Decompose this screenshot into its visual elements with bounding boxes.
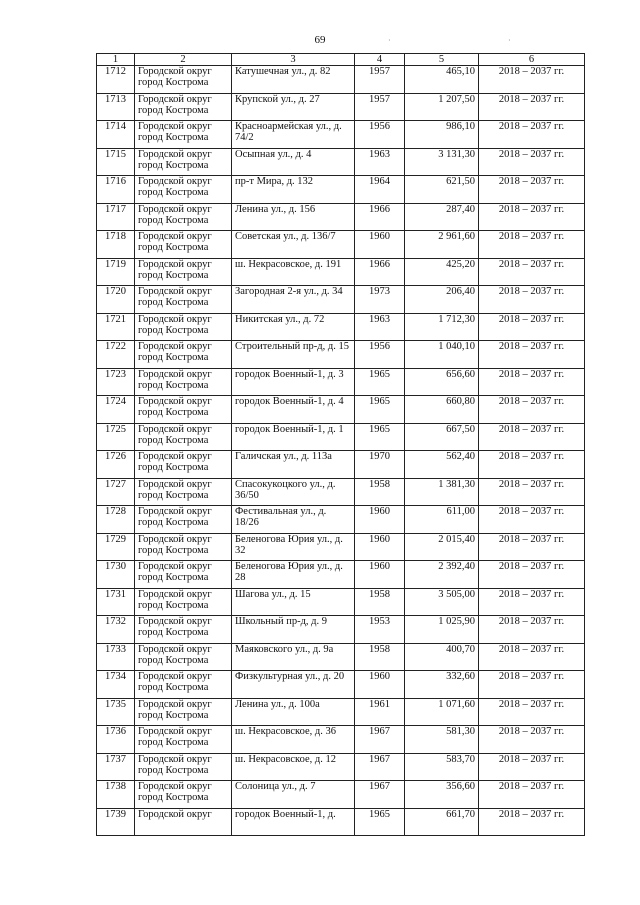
period-cell: 2018 – 2037 гг. (479, 478, 585, 506)
year-cell: 1961 (355, 698, 405, 726)
district-cell: Городской округ город Кострома (135, 176, 232, 204)
period-cell: 2018 – 2037 гг. (479, 781, 585, 809)
period-cell: 2018 – 2037 гг. (479, 506, 585, 534)
column-header: 1 (97, 54, 135, 66)
row-number: 1725 (97, 423, 135, 451)
address-cell: Беленогова Юрия ул., д. 32 (232, 533, 355, 561)
district-cell: Городской округ город Кострома (135, 203, 232, 231)
row-number: 1736 (97, 726, 135, 754)
area-cell: 400,70 (405, 643, 479, 671)
period-cell: 2018 – 2037 гг. (479, 616, 585, 644)
area-cell: 611,00 (405, 506, 479, 534)
year-cell: 1958 (355, 478, 405, 506)
column-header: 3 (232, 54, 355, 66)
area-cell: 660,80 (405, 396, 479, 424)
row-number: 1715 (97, 148, 135, 176)
table-row (97, 753, 585, 781)
scan-speck: · (388, 36, 391, 45)
year-cell: 1960 (355, 231, 405, 259)
column-header: 2 (135, 54, 232, 66)
row-number: 1731 (97, 588, 135, 616)
year-cell: 1958 (355, 588, 405, 616)
year-cell: 1965 (355, 423, 405, 451)
period-cell: 2018 – 2037 гг. (479, 808, 585, 836)
row-number: 1726 (97, 451, 135, 479)
period-cell: 2018 – 2037 гг. (479, 698, 585, 726)
area-cell: 2 015,40 (405, 533, 479, 561)
address-cell: Красноармейская ул., д. 74/2 (232, 121, 355, 149)
table-row (97, 616, 585, 644)
address-cell: ш. Некрасовское, д. 12 (232, 753, 355, 781)
row-number: 1733 (97, 643, 135, 671)
year-cell: 1973 (355, 286, 405, 314)
table-row (97, 148, 585, 176)
period-cell: 2018 – 2037 гг. (479, 396, 585, 424)
address-cell: Фестивальная ул., д. 18/26 (232, 506, 355, 534)
year-cell: 1970 (355, 451, 405, 479)
address-cell: ш. Некрасовское, д. 191 (232, 258, 355, 286)
row-number: 1722 (97, 341, 135, 369)
row-number: 1723 (97, 368, 135, 396)
district-cell: Городской округ город Кострома (135, 671, 232, 699)
period-cell: 2018 – 2037 гг. (479, 313, 585, 341)
district-cell: Городской округ город Кострома (135, 533, 232, 561)
table-row (97, 176, 585, 204)
area-cell: 583,70 (405, 753, 479, 781)
address-cell: городок Военный-1, д. (232, 808, 355, 836)
district-cell: Городской округ город Кострома (135, 121, 232, 149)
district-cell: Городской округ город Кострома (135, 726, 232, 754)
area-cell: 562,40 (405, 451, 479, 479)
address-cell: ш. Некрасовское, д. 36 (232, 726, 355, 754)
area-cell: 356,60 (405, 781, 479, 809)
address-cell: городок Военный-1, д. 1 (232, 423, 355, 451)
housing-registry-table (96, 53, 585, 836)
year-cell: 1966 (355, 258, 405, 286)
period-cell: 2018 – 2037 гг. (479, 423, 585, 451)
row-number: 1728 (97, 506, 135, 534)
address-cell: Советская ул., д. 136/7 (232, 231, 355, 259)
address-cell: Осыпная ул., д. 4 (232, 148, 355, 176)
period-cell: 2018 – 2037 гг. (479, 561, 585, 589)
period-cell: 2018 – 2037 гг. (479, 533, 585, 561)
address-cell: Шагова ул., д. 15 (232, 588, 355, 616)
row-number: 1720 (97, 286, 135, 314)
period-cell: 2018 – 2037 гг. (479, 643, 585, 671)
period-cell: 2018 – 2037 гг. (479, 753, 585, 781)
period-cell: 2018 – 2037 гг. (479, 451, 585, 479)
period-cell: 2018 – 2037 гг. (479, 93, 585, 121)
address-cell: Никитская ул., д. 72 (232, 313, 355, 341)
row-number: 1732 (97, 616, 135, 644)
period-cell: 2018 – 2037 гг. (479, 66, 585, 94)
row-number: 1716 (97, 176, 135, 204)
district-cell: Городской округ город Кострома (135, 93, 232, 121)
period-cell: 2018 – 2037 гг. (479, 121, 585, 149)
district-cell: Городской округ город Кострома (135, 286, 232, 314)
scan-speck: · (508, 36, 511, 45)
table-row (97, 258, 585, 286)
address-cell: Крупской ул., д. 27 (232, 93, 355, 121)
table-row (97, 808, 585, 836)
page-number: 69 (314, 34, 326, 46)
area-cell: 661,70 (405, 808, 479, 836)
table-row (97, 698, 585, 726)
address-cell: Школьный пр-д, д. 9 (232, 616, 355, 644)
district-cell: Городской округ город Кострома (135, 478, 232, 506)
year-cell: 1958 (355, 643, 405, 671)
address-cell: Беленогова Юрия ул., д. 28 (232, 561, 355, 589)
column-header: 4 (355, 54, 405, 66)
area-cell: 332,60 (405, 671, 479, 699)
table-row (97, 313, 585, 341)
table-row (97, 66, 585, 94)
table-row (97, 203, 585, 231)
year-cell: 1965 (355, 396, 405, 424)
row-number: 1734 (97, 671, 135, 699)
year-cell: 1966 (355, 203, 405, 231)
row-number: 1724 (97, 396, 135, 424)
period-cell: 2018 – 2037 гг. (479, 588, 585, 616)
table-row (97, 423, 585, 451)
district-cell: Городской округ город Кострома (135, 148, 232, 176)
table-row (97, 451, 585, 479)
table-row (97, 231, 585, 259)
row-number: 1721 (97, 313, 135, 341)
year-cell: 1957 (355, 93, 405, 121)
area-cell: 667,50 (405, 423, 479, 451)
period-cell: 2018 – 2037 гг. (479, 176, 585, 204)
address-cell: городок Военный-1, д. 4 (232, 396, 355, 424)
row-number: 1735 (97, 698, 135, 726)
row-number: 1729 (97, 533, 135, 561)
district-cell: Городской округ город Кострома (135, 561, 232, 589)
address-cell: Маяковского ул., д. 9а (232, 643, 355, 671)
area-cell: 1 071,60 (405, 698, 479, 726)
year-cell: 1960 (355, 533, 405, 561)
table-row (97, 726, 585, 754)
area-cell: 1 207,50 (405, 93, 479, 121)
period-cell: 2018 – 2037 гг. (479, 341, 585, 369)
year-cell: 1965 (355, 368, 405, 396)
district-cell: Городской округ город Кострома (135, 781, 232, 809)
row-number: 1730 (97, 561, 135, 589)
table-row (97, 396, 585, 424)
row-number: 1714 (97, 121, 135, 149)
year-cell: 1960 (355, 561, 405, 589)
period-cell: 2018 – 2037 гг. (479, 231, 585, 259)
table-row (97, 121, 585, 149)
address-cell: Солоница ул., д. 7 (232, 781, 355, 809)
address-cell: Галичская ул., д. 113а (232, 451, 355, 479)
row-number: 1718 (97, 231, 135, 259)
year-cell: 1957 (355, 66, 405, 94)
table-row (97, 781, 585, 809)
address-cell: Ленина ул., д. 100а (232, 698, 355, 726)
address-cell: городок Военный-1, д. 3 (232, 368, 355, 396)
district-cell: Городской округ город Кострома (135, 506, 232, 534)
area-cell: 2 961,60 (405, 231, 479, 259)
row-number: 1717 (97, 203, 135, 231)
address-cell: Катушечная ул., д. 82 (232, 66, 355, 94)
area-cell: 1 712,30 (405, 313, 479, 341)
table-row (97, 643, 585, 671)
year-cell: 1963 (355, 313, 405, 341)
address-cell: Физкультурная ул., д. 20 (232, 671, 355, 699)
year-cell: 1960 (355, 506, 405, 534)
area-cell: 2 392,40 (405, 561, 479, 589)
area-cell: 287,40 (405, 203, 479, 231)
column-header: 6 (479, 54, 585, 66)
table-row (97, 368, 585, 396)
address-cell: Спасокукоцкого ул., д. 36/50 (232, 478, 355, 506)
year-cell: 1967 (355, 726, 405, 754)
table-row (97, 506, 585, 534)
period-cell: 2018 – 2037 гг. (479, 258, 585, 286)
address-cell: Строительный пр-д, д. 15 (232, 341, 355, 369)
area-cell: 621,50 (405, 176, 479, 204)
year-cell: 1953 (355, 616, 405, 644)
row-number: 1719 (97, 258, 135, 286)
district-cell: Городской округ город Кострома (135, 753, 232, 781)
period-cell: 2018 – 2037 гг. (479, 368, 585, 396)
year-cell: 1967 (355, 781, 405, 809)
district-cell: Городской округ город Кострома (135, 368, 232, 396)
area-cell: 581,30 (405, 726, 479, 754)
period-cell: 2018 – 2037 гг. (479, 671, 585, 699)
district-cell: Городской округ город Кострома (135, 423, 232, 451)
address-cell: Ленина ул., д. 156 (232, 203, 355, 231)
period-cell: 2018 – 2037 гг. (479, 286, 585, 314)
district-cell: Городской округ город Кострома (135, 588, 232, 616)
district-cell: Городской округ город Кострома (135, 231, 232, 259)
area-cell: 656,60 (405, 368, 479, 396)
area-cell: 1 040,10 (405, 341, 479, 369)
period-cell: 2018 – 2037 гг. (479, 203, 585, 231)
area-cell: 465,10 (405, 66, 479, 94)
period-cell: 2018 – 2037 гг. (479, 726, 585, 754)
district-cell: Городской округ город Кострома (135, 341, 232, 369)
table-row (97, 561, 585, 589)
area-cell: 986,10 (405, 121, 479, 149)
district-cell: Городской округ город Кострома (135, 616, 232, 644)
row-number: 1738 (97, 781, 135, 809)
row-number: 1739 (97, 808, 135, 836)
year-cell: 1956 (355, 341, 405, 369)
area-cell: 1 381,30 (405, 478, 479, 506)
year-cell: 1963 (355, 148, 405, 176)
district-cell: Городской округ город Кострома (135, 451, 232, 479)
district-cell: Городской округ (135, 808, 232, 836)
district-cell: Городской округ город Кострома (135, 313, 232, 341)
column-header: 5 (405, 54, 479, 66)
year-cell: 1967 (355, 753, 405, 781)
row-number: 1712 (97, 66, 135, 94)
area-cell: 206,40 (405, 286, 479, 314)
table-row (97, 341, 585, 369)
table-row (97, 588, 585, 616)
row-number: 1713 (97, 93, 135, 121)
table-row (97, 478, 585, 506)
year-cell: 1964 (355, 176, 405, 204)
year-cell: 1965 (355, 808, 405, 836)
row-number: 1737 (97, 753, 135, 781)
area-cell: 3 505,00 (405, 588, 479, 616)
district-cell: Городской округ город Кострома (135, 258, 232, 286)
year-cell: 1956 (355, 121, 405, 149)
district-cell: Городской округ город Кострома (135, 698, 232, 726)
district-cell: Городской округ город Кострома (135, 643, 232, 671)
table-row (97, 671, 585, 699)
area-cell: 1 025,90 (405, 616, 479, 644)
area-cell: 425,20 (405, 258, 479, 286)
address-cell: Загородная 2-я ул., д. 34 (232, 286, 355, 314)
table-row (97, 533, 585, 561)
column-number-row (97, 54, 585, 66)
address-cell: пр-т Мира, д. 132 (232, 176, 355, 204)
district-cell: Городской округ город Кострома (135, 66, 232, 94)
row-number: 1727 (97, 478, 135, 506)
area-cell: 3 131,30 (405, 148, 479, 176)
year-cell: 1960 (355, 671, 405, 699)
table-row (97, 93, 585, 121)
district-cell: Городской округ город Кострома (135, 396, 232, 424)
table-row (97, 286, 585, 314)
period-cell: 2018 – 2037 гг. (479, 148, 585, 176)
